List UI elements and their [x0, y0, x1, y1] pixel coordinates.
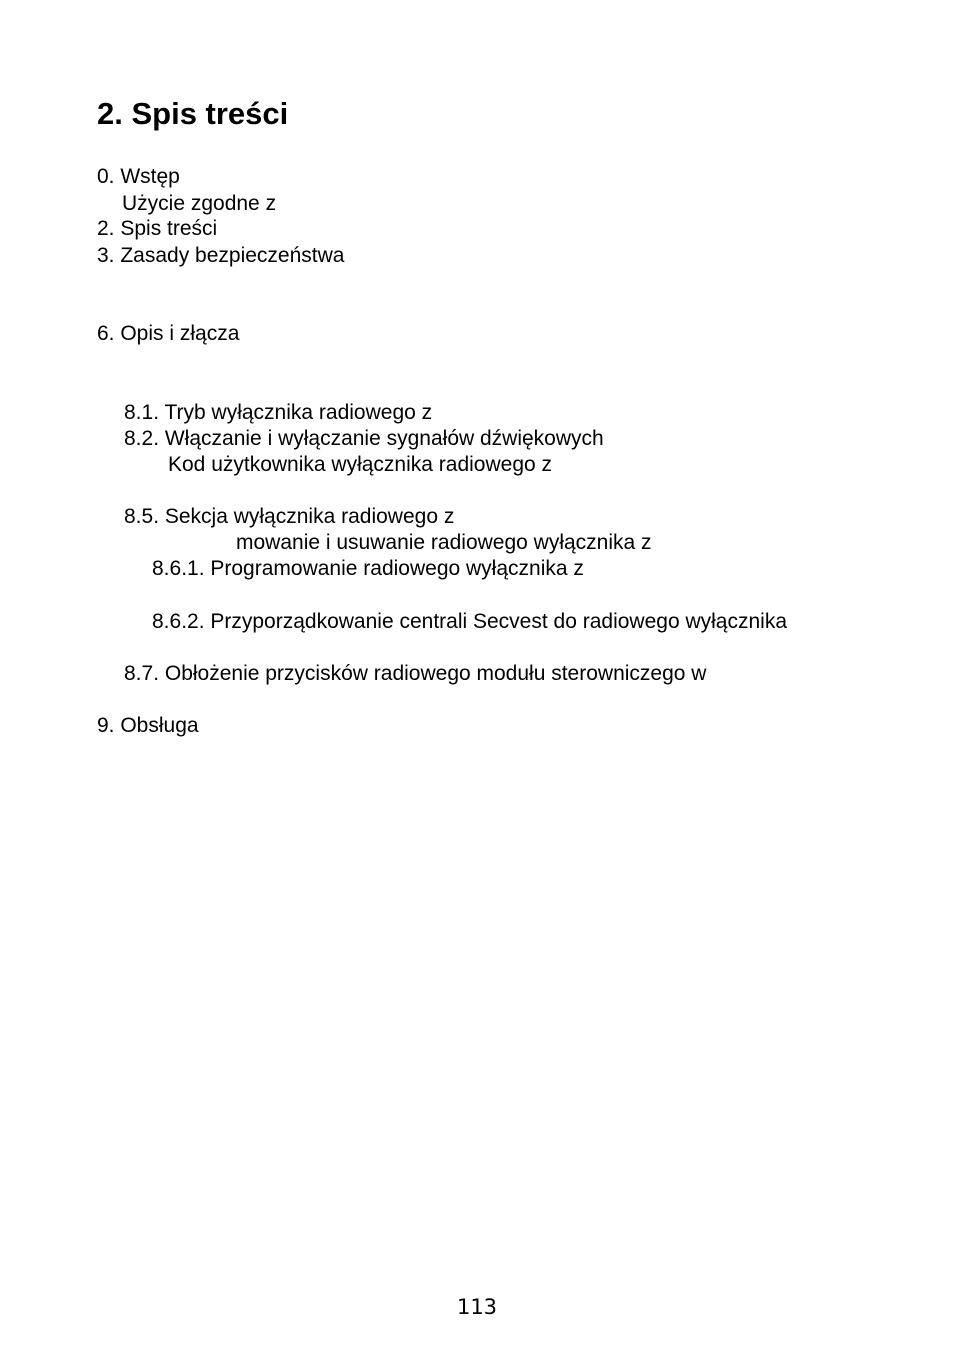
- toc-entry-safety-rules: 3. Zasady bezpieczeństwa: [97, 244, 345, 267]
- toc-entry-8-2: 8.2. Włączanie i wyłączanie sygnałów dźwiękowych: [124, 427, 604, 450]
- toc-entry-8-7: 8.7. Obłożenie przycisków radiowego modułu sterowniczego w: [124, 662, 707, 685]
- page-number: 113: [456, 1295, 498, 1319]
- page-title: 2. Spis treści: [97, 96, 289, 131]
- toc-entry-table-of-contents: 2. Spis treści: [97, 217, 218, 240]
- toc-entry-8-5: 8.5. Sekcja wyłącznika radiowego z: [124, 505, 455, 528]
- toc-entry-8-6-1: 8.6.1. Programowanie radiowego wyłącznika z: [152, 557, 584, 580]
- toc-entry-programming-removal: mowanie i usuwanie radiowego wyłącznika z: [236, 531, 652, 554]
- toc-entry-8-6-2: 8.6.2. Przyporządkowanie centrali Secvest do radiowego wyłącznika: [152, 610, 787, 633]
- toc-entry-introduction: 0. Wstęp: [97, 165, 180, 188]
- toc-entry-8-1: 8.1. Tryb wyłącznika radiowego z: [124, 401, 433, 424]
- toc-entry-operation: 9. Obsługa: [97, 714, 199, 737]
- toc-entry-intended-use: Użycie zgodne z: [122, 192, 277, 215]
- toc-entry-user-code: Kod użytkownika wyłącznika radiowego z: [168, 453, 553, 476]
- toc-entry-description-connections: 6. Opis i złącza: [97, 322, 240, 345]
